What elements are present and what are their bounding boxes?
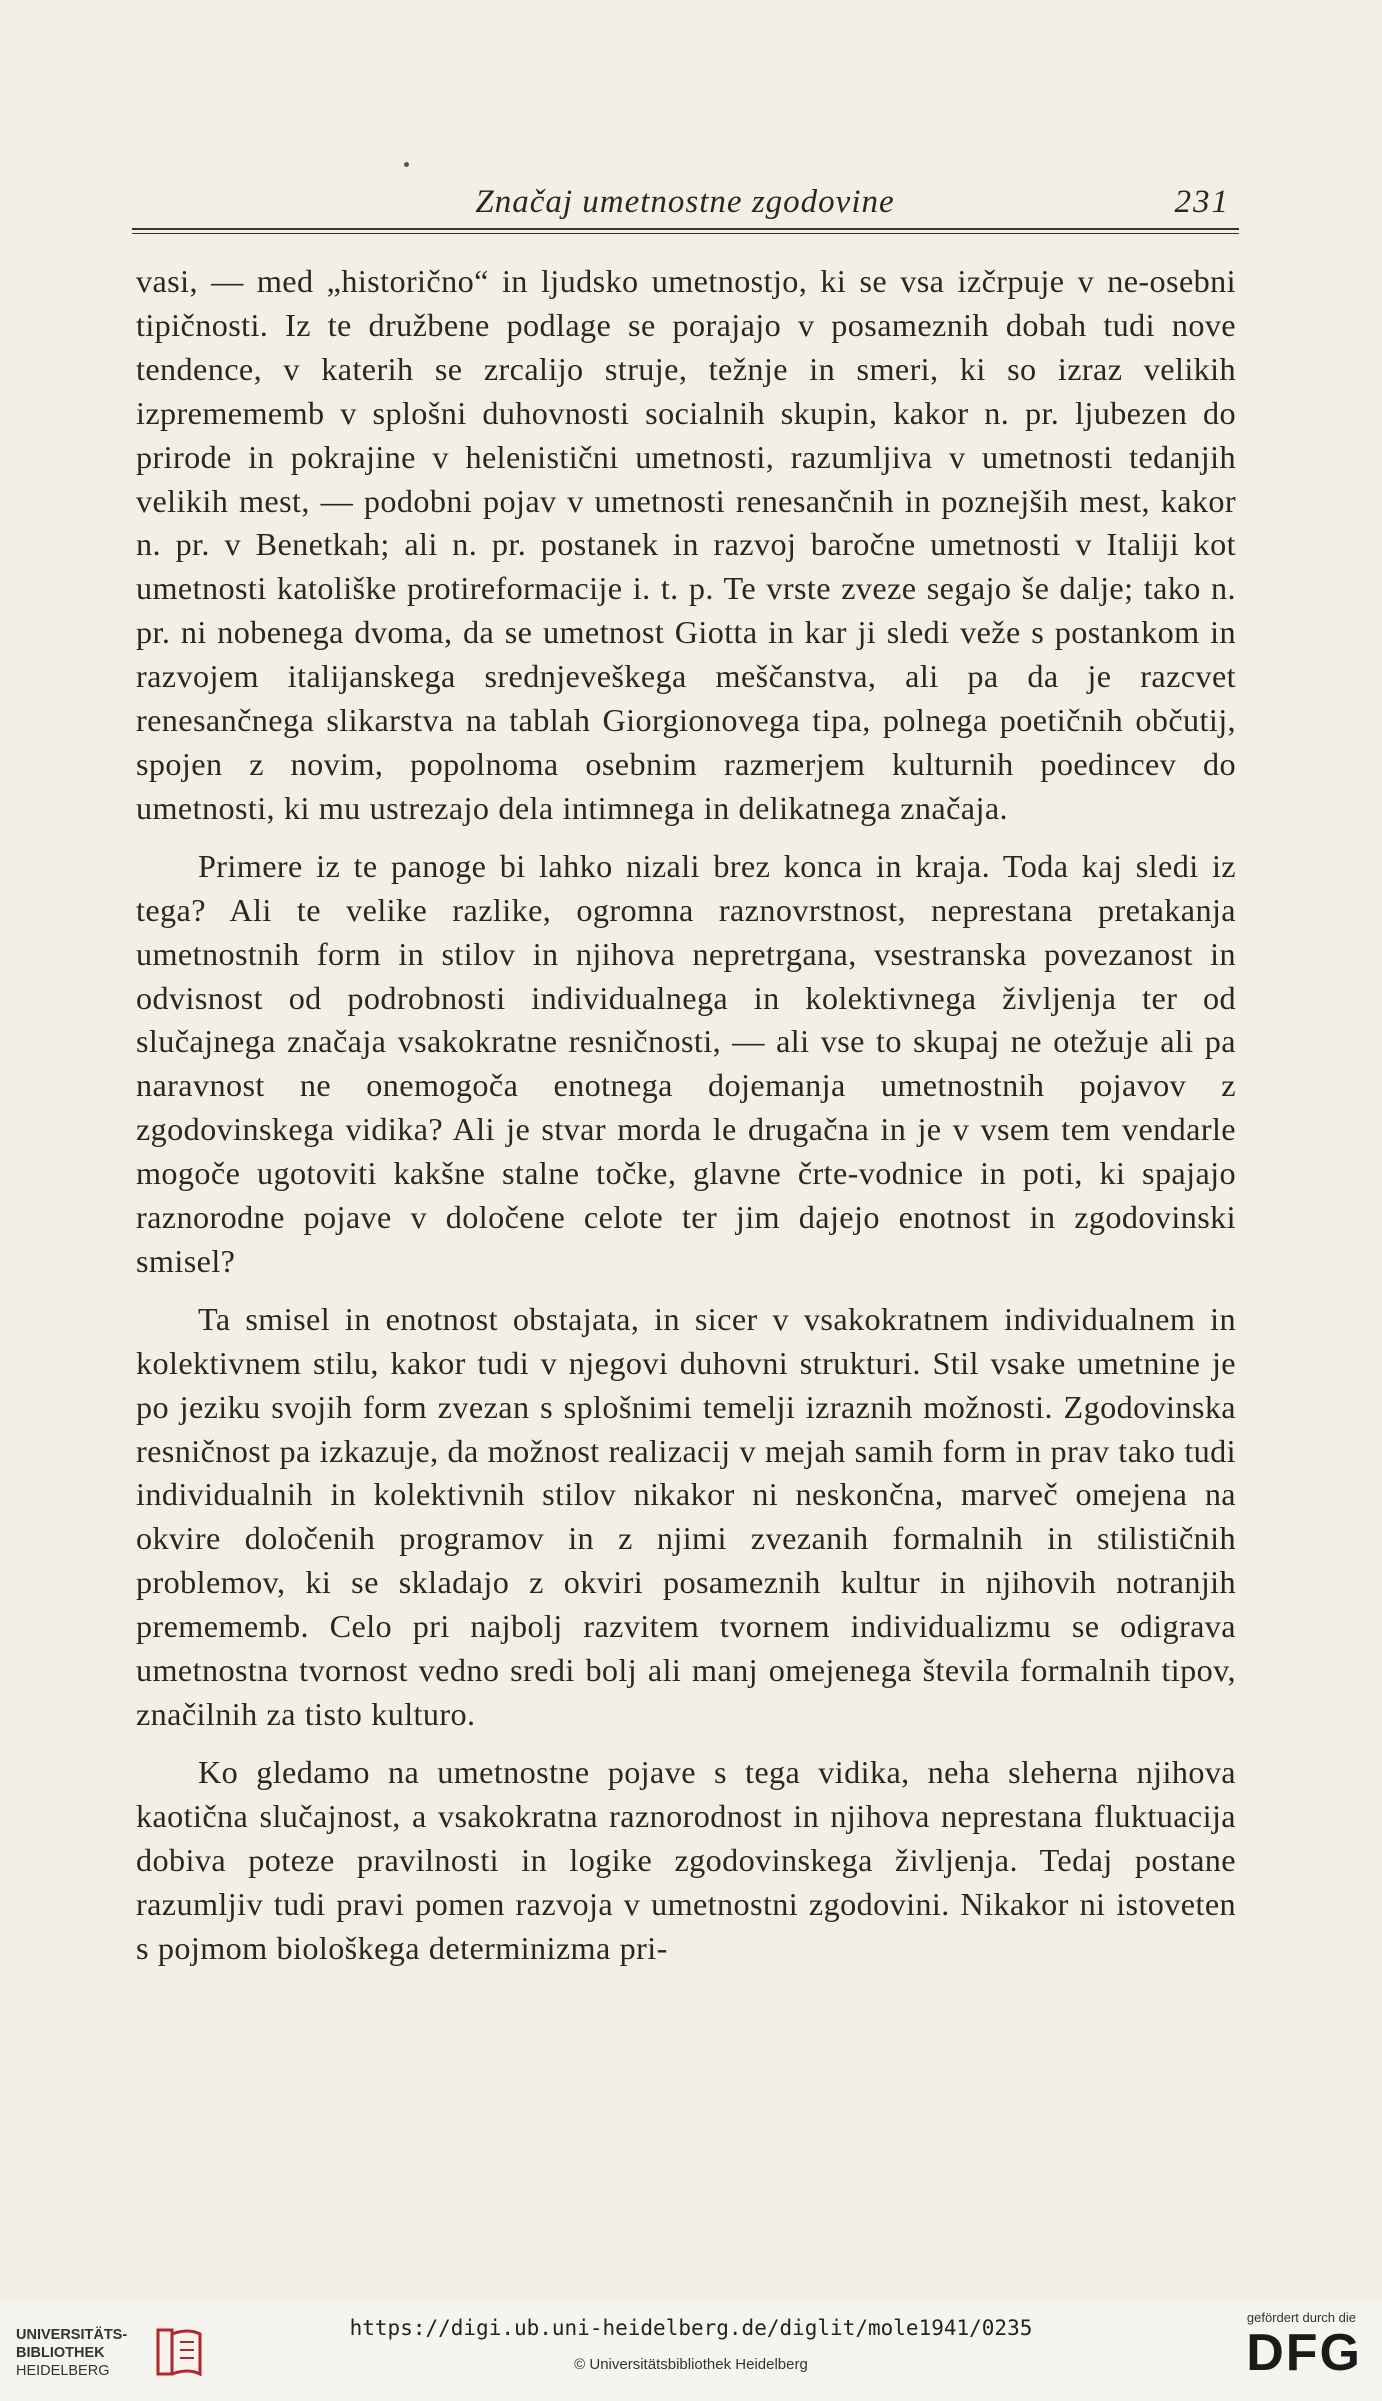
paragraph: vasi, — med „historično“ in ljudsko umetnostjo, ki se vsa izčrpuje v ne-osebni tipičnosti. Iz te družbene podlage se porajajo v posameznih dobah tudi nove tendence, v katerih se zrcalijo struje, težnje in smeri, ki so izraz velikih izpremememb v splošni duhovnosti socialnih skupin, kakor n. pr. ljubezen do prirode in pokrajine v helenistični umetnosti, razumljiva v umetnosti tedanjih velikih mest, — podobni pojav v umetnosti renesančnih in poznejših mest, kakor n. pr. v Benetkah; ali n. pr. postanek in razvoj baročne umetnosti v Italiji kot umetnosti katoliške protireformacije i. t. p. Te vrste zveze segajo še dalje; tako n. pr. ni nobenega dvoma, da se umetnost Giotta in kar ji sledi veže s postankom in razvojem italijanskega srednjeveškega meščanstva, ali pa da je razcvet renesančnega slikarstva na tablah Giorgionovega tipa, polnega poetičnih občutij, spojen z novim, popolnoma osebnim razmerjem kulturnih poedincev do umetnosti, ki mu ustrezajo dela intimnega in delikatnega značaja. [136, 263, 1236, 826]
dfg-wordmark: DFG [1246, 2324, 1362, 2382]
paragraph: Primere iz te panoge bi lahko nizali brez konca in kraja. Toda kaj sledi iz tega? Ali te velike razlike, ogromna raznovrstnost, neprestana pretakanja umetnostnih form in stilov in njihova nepretrgana, vsestranska povezanost in odvisnost od podrobnosti individualnega in kolektivnega življenja ter od slučajnega značaja vsakokratne resničnosti, — ali vse to skupaj ne otežuje ali pa naravnost ne onemogoča enotnega dojemanja umetnostnih pojavov z zgodovinskega vidika? Ali je stvar morda le drugačna in je v vsem tem vendarle mogoče ugotoviti kakšne stalne točke, glavne črte-vodnice in poti, ki spajajo raznorodne pojave v določene celote ter jim dajejo enotnost in zgodovinski smisel? [136, 847, 1236, 1279]
copyright-notice: © Universitätsbibliothek Heidelberg [574, 2356, 808, 2373]
library-name-line: HEIDELBERG [16, 2363, 110, 2379]
body-text [136, 260, 1236, 1984]
footer-bar [0, 2300, 1382, 2401]
document-url-link[interactable]: https://digi.ub.uni-heidelberg.de/diglit/mole1941/0235 [349, 2316, 1033, 2340]
header-rule-thin [132, 233, 1239, 234]
paragraph: Ta smisel in enotnost obstajata, in sicer v vsakokratnem individualnem in kolektivnem stilu, kakor tudi v njegovi duhovni strukturi. Stil vsake umetnine je po jeziku svojih form zvezan s splošnimi temelji izraznih možnosti. Zgodovinska resničnost pa izkazuje, da možnost realizacij v mejah samih form in prav tako tudi individualnih in kolektivnih stilov nikakor ni neskončna, marveč omejena na okvire določenih programov in z njimi zvezanih formalnih in stilističnih problemov, ki se skladajo z okviri posameznih kultur in njihovih notranjih premememb. Celo pri najbolj razvitem tvornem individualizmu se odigrava umetnostna tvornost vedno sredi bolj ali manj omejenega števila formalnih tipov, značilnih za tisto kulturo. [136, 1300, 1236, 1732]
library-name-line: UNIVERSITÄTS- [16, 2327, 128, 2343]
header-title: Značaj umetnostne zgodovine [475, 184, 895, 220]
page-number: 231 [1174, 184, 1230, 220]
running-header [130, 184, 1240, 230]
funding-note: gefördert durch die [1246, 2310, 1356, 2325]
paragraph: Ko gledamo na umetnostne pojave s tega vidika, neha sleherna njihova kaotična slučajnost, a vsakokratna raznorodnost in njihova neprestana fluktuacija dobiva poteze pravilnosti in logike zgodovinskega življenja. Tedaj postane razumljiv tudi pravi pomen razvoja v umetnostni zgodovini. Nikakor ni istoveten s pojmom biološkega determinizma pri- [136, 1753, 1236, 1966]
library-name-line: BIBLIOTHEK [16, 2345, 105, 2361]
print-speck [404, 162, 409, 167]
dfg-logo[interactable] [1212, 2310, 1362, 2381]
header-rule [132, 228, 1239, 230]
